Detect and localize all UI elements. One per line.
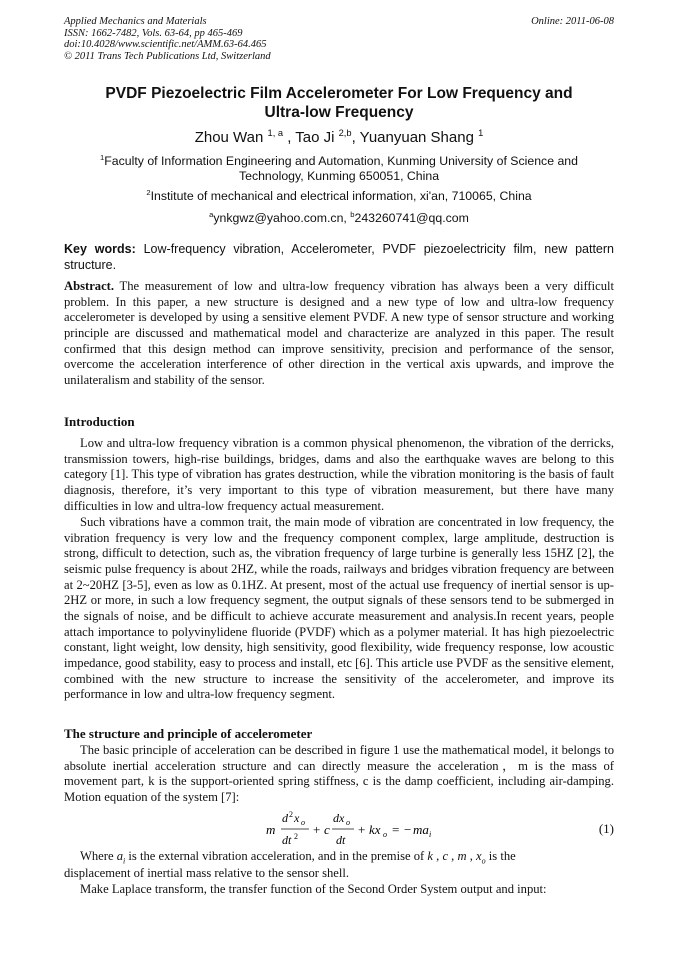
affiliation-mark: 2 bbox=[146, 188, 151, 197]
keywords-text: Low-frequency vibration, Accelerometer, PVDF piezoelectricity film, new pattern structure. bbox=[64, 242, 614, 272]
paper-title bbox=[64, 84, 614, 122]
author-separator: , bbox=[351, 129, 360, 146]
intro-paragraph-2: Such vibrations have a common trait, the main mode of vibration are concentrated in low frequency, the vibration frequency is very low and the frequency component complex, large amplitude, destruction is strong, difficult to detection, such as, the vibration frequency of large turbine is generally less 15HZ [2], the seismic pulse frequency is about 2HZ, while the roads, railways and bridges vibration frequency are between at 2~20HZ [3-5], even as low as 0.1HZ. At present, most of the actual use frequency of inertial sensor is up-2HZ or more, in such a low frequency segment, the output signals of these sensors tend to be submerged in the signals of noise, and be difficult to achieve accurate measurement and analysis.In recent years, people attach importance to polyvinylidene fluoride (PVDF) which as a polymer material. It has high piezoelectric constant, light weight, low density, high sensitivity, good flexibility, wide frequency response, low acoustic impedance, good stability, easy to process and install, etc [6]. This article use PVDF as the sensitive element, combined with the new structure to increase the sensitivity of the accelerometer, and improve its performance in low and ultra-low frequency segment. bbox=[64, 515, 614, 702]
author-name: Zhou Wan bbox=[194, 129, 264, 146]
svg-text:=: = bbox=[392, 822, 400, 837]
motion-equation bbox=[264, 808, 474, 850]
where-text: is the external vibration acceleration, and in the premise of bbox=[125, 849, 428, 863]
svg-text:+: + bbox=[313, 822, 321, 837]
svg-text:c: c bbox=[324, 822, 330, 837]
equation-1 bbox=[64, 808, 614, 850]
title-line-1: PVDF Piezoelectric Film Accelerometer For Low Frequency and bbox=[105, 85, 573, 102]
journal-header bbox=[64, 16, 271, 62]
symbol-ai: $a_i$ bbox=[116, 849, 126, 866]
abstract bbox=[64, 279, 614, 389]
svg-text:o: o bbox=[346, 818, 350, 827]
svg-text:+: + bbox=[358, 822, 366, 837]
where-text: is the bbox=[485, 849, 516, 863]
issn-line: ISSN: 1662-7482, Vols. 63-64, pp 465-469 bbox=[64, 27, 243, 39]
svg-text:o: o bbox=[383, 830, 387, 839]
affiliation-text: Institute of mechanical and electrical information, xi'an, 710065, China bbox=[150, 189, 532, 204]
symbol-list: k bbox=[427, 849, 433, 863]
author-affiliation-mark: 2,b bbox=[338, 128, 352, 138]
affiliation-1 bbox=[64, 150, 614, 184]
abstract-text: The measurement of low and ultra-low frequency vibration has always been a very difficult problem. In this paper, a new structure is designed and a new type of low and ultra-low frequency accelerometer is developed by using a sensitive element PVDF. A new type of sensor structure and working principle are discussed and mathematical model and characterize are analyzed in this paper. The result confirmed that this design method can improve sensitivity, precision and performance of the sensor, overcome the acceleration interference of other direction in the vertical axis upwards, and improve the unilateralism and stability of the sensor. bbox=[64, 279, 614, 387]
affiliation-text: Technology, Kunming 650051, China bbox=[238, 169, 440, 184]
author-affiliation-mark: 1, a bbox=[267, 128, 284, 138]
svg-text:2: 2 bbox=[289, 810, 293, 819]
svg-text:ma: ma bbox=[413, 822, 429, 837]
svg-text:i: i bbox=[429, 830, 432, 839]
structure-heading: The structure and principle of accelerometer bbox=[64, 726, 313, 741]
author-separator: , bbox=[283, 129, 296, 146]
svg-text:o: o bbox=[301, 818, 305, 827]
email-mark: b bbox=[350, 210, 355, 219]
keywords-label: Key words: bbox=[64, 242, 136, 256]
author-name: Tao Ji bbox=[295, 129, 335, 146]
where-paragraph: Where $a_i$ is the external vibration acceleration, and in the premise of k , c , m , $x_o$ is the bbox=[80, 849, 516, 866]
svg-text:d: d bbox=[282, 811, 288, 825]
svg-text:x: x bbox=[294, 811, 300, 825]
equation-number: (1) bbox=[598, 821, 614, 836]
svg-text:−: − bbox=[404, 822, 412, 837]
introduction-heading: Introduction bbox=[64, 414, 135, 429]
email-address[interactable]: ynkgwz@yahoo.com.cn, bbox=[213, 211, 351, 226]
abstract-label: Abstract. bbox=[64, 279, 115, 293]
author-name: Yuanyuan Shang bbox=[359, 129, 474, 146]
svg-text:2: 2 bbox=[294, 832, 298, 841]
doi-line[interactable]: doi:10.4028/www.scientific.net/AMM.63-64.465 bbox=[64, 39, 267, 50]
svg-text:m: m bbox=[266, 822, 276, 837]
svg-text:dx: dx bbox=[333, 811, 345, 825]
laplace-paragraph: Make Laplace transform, the transfer function of the Second Order System output and input: bbox=[80, 882, 547, 896]
affiliation-2 bbox=[64, 185, 614, 204]
svg-text:dt: dt bbox=[282, 833, 292, 847]
affiliation-text: Faculty of Information Engineering and Automation, Kunming University of Science and bbox=[104, 154, 578, 169]
author-list bbox=[64, 124, 614, 147]
structure-paragraph: The basic principle of acceleration can be described in figure 1 use the mathematical model, it belongs to absolute inertial acceleration structure and can directly measure the acceleration，m is the mass of movement part, k is the support-oriented spring stiffness, c is the damp coefficient, including air-damping. Motion equation of the system [7]: bbox=[64, 743, 614, 804]
online-date: Online: 2011-06-08 bbox=[531, 16, 614, 27]
where-text: Where bbox=[80, 849, 117, 863]
copyright-line: © 2011 Trans Tech Publications Ltd, Switzerland bbox=[64, 50, 271, 62]
where-paragraph-line-2: displacement of inertial mass relative to the sensor shell. bbox=[64, 866, 350, 880]
email-line bbox=[64, 207, 614, 226]
svg-text:dt: dt bbox=[336, 833, 346, 847]
keywords bbox=[64, 242, 614, 273]
journal-name: Applied Mechanics and Materials bbox=[64, 16, 207, 27]
title-line-2: Ultra-low Frequency bbox=[264, 104, 414, 121]
intro-paragraph-1: Low and ultra-low frequency vibration is a common physical phenomenon, the vibration of the derricks, transmission towers, high-rise buildings, bridges, dams and also the earthquake waves are belong to this category [1]. This type of vibration has grates destruction, while the vibration monitoring is the basis of fault diagnosis, therefore, it’s very important to this type of vibration measurement, but there have many difficulties in low and ultra-low frequency actual measurement. bbox=[64, 436, 614, 513]
svg-text:kx: kx bbox=[369, 822, 381, 837]
email-mark: a bbox=[209, 210, 214, 219]
author-affiliation-mark: 1 bbox=[478, 128, 484, 138]
email-address[interactable]: 243260741@qq.com bbox=[354, 211, 469, 226]
affiliation-mark: 1 bbox=[100, 153, 105, 162]
